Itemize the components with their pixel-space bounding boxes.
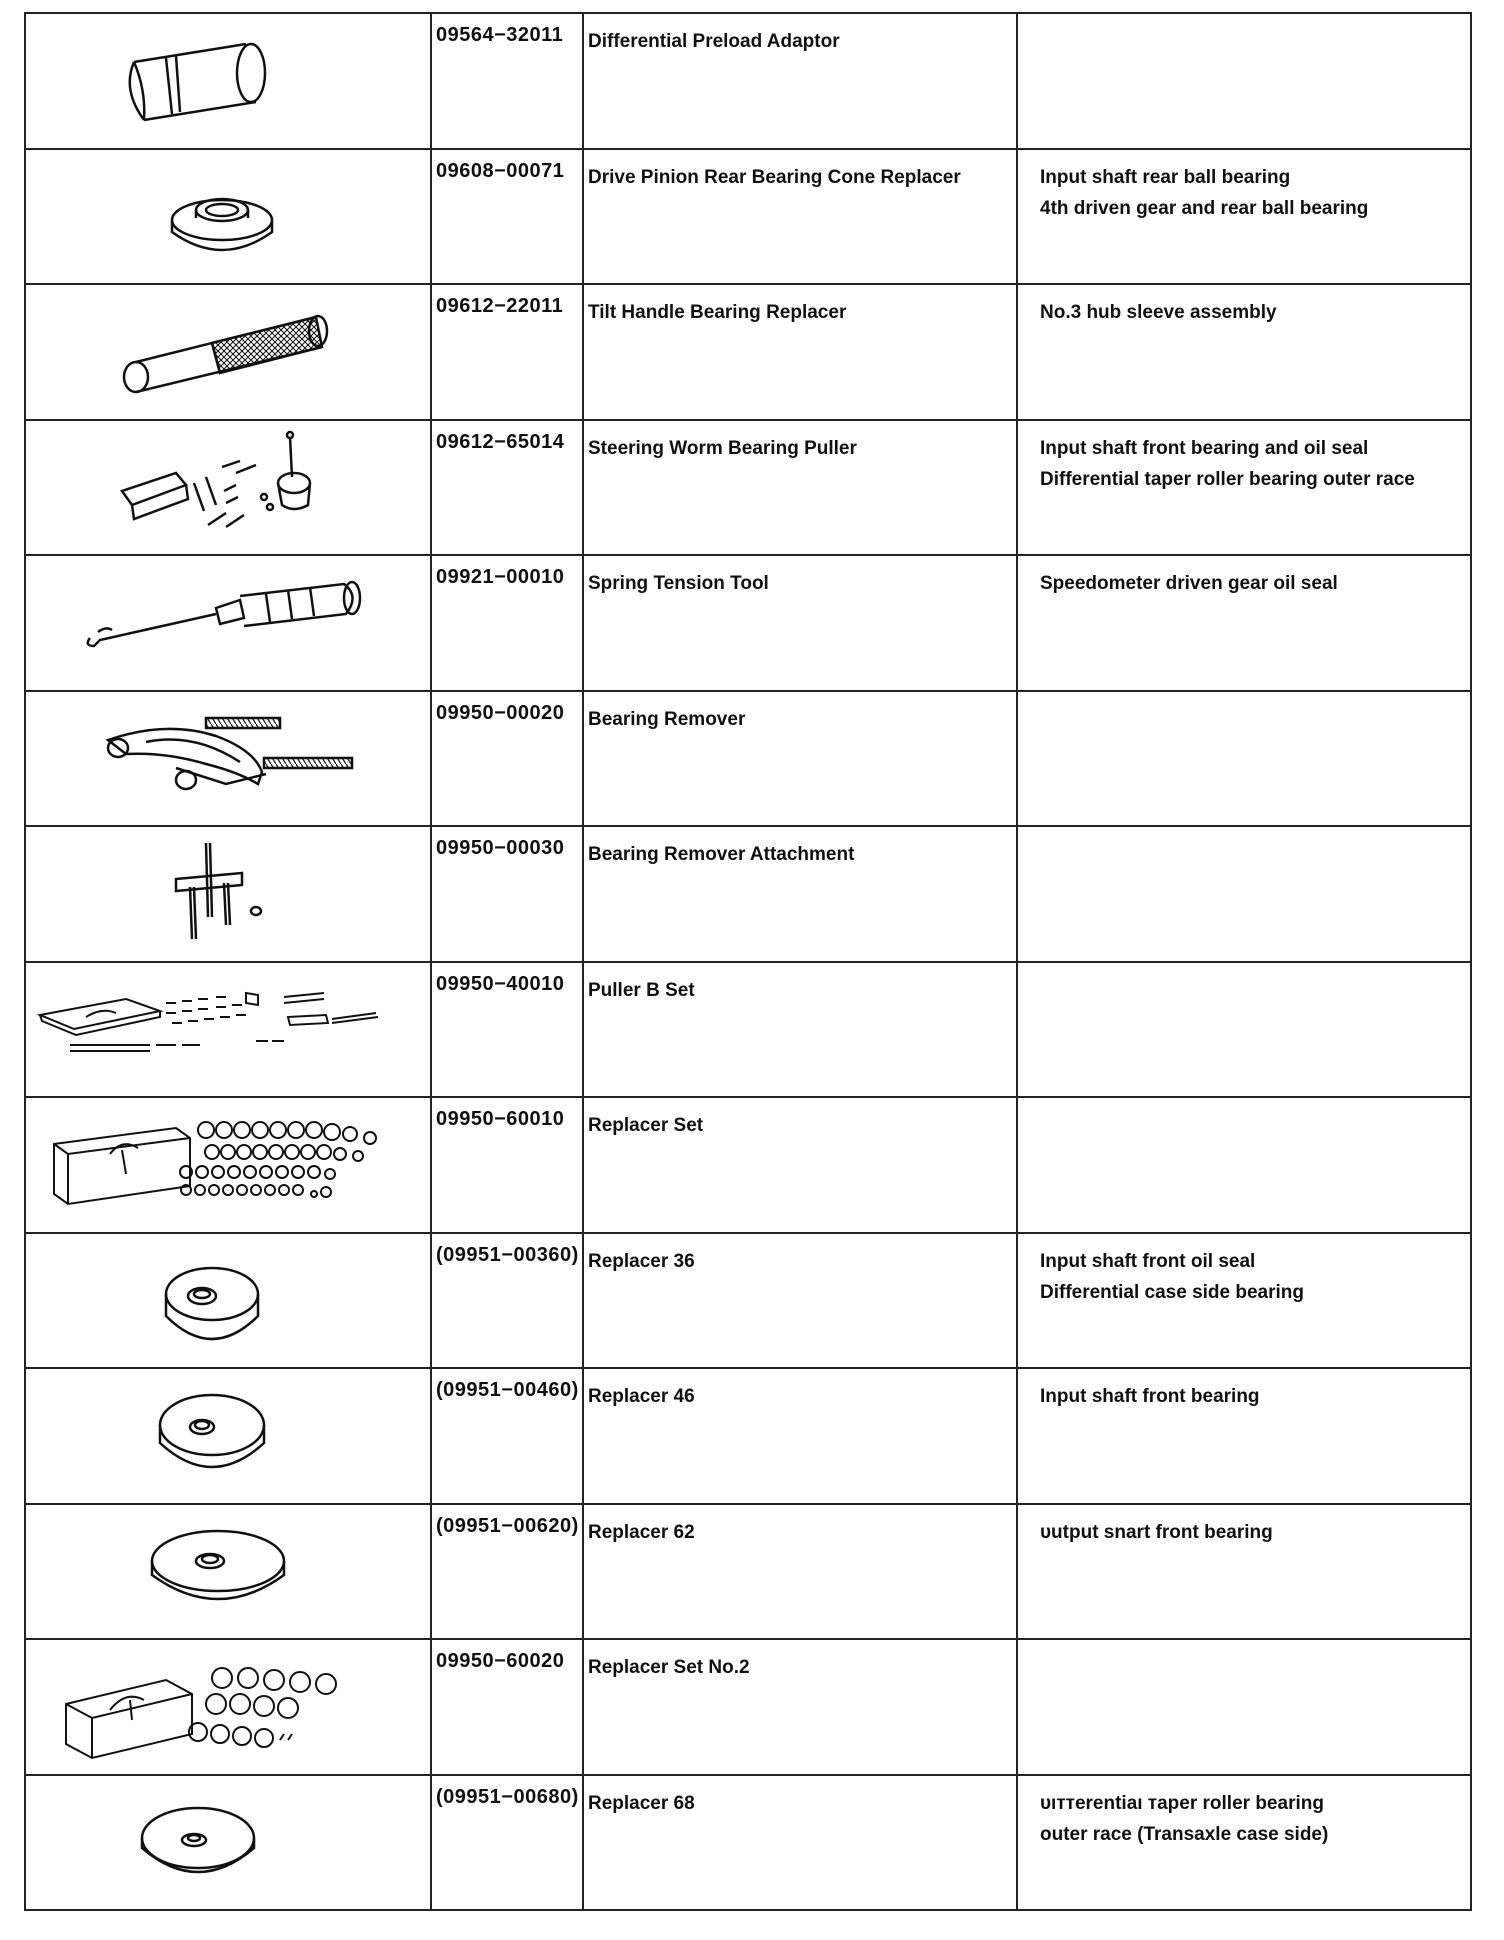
part-number: (09951−00680) xyxy=(431,1775,583,1911)
table-row xyxy=(25,691,1471,827)
tool-illustration-cell xyxy=(25,284,431,420)
part-number: 09950−60010 xyxy=(431,1097,583,1233)
tool-usage xyxy=(1017,962,1471,1098)
part-number: (09951−00460) xyxy=(431,1368,583,1504)
replacer-disc-icon xyxy=(26,1776,430,1910)
puller-kit-icon xyxy=(26,421,430,555)
tool-illustration-cell xyxy=(25,691,431,827)
tool-name: Spring Tension Tool xyxy=(583,555,1017,691)
tool-name: Differential Preload Adaptor xyxy=(583,13,1017,149)
table-row xyxy=(25,1233,1471,1369)
tool-name: Replacer 68 xyxy=(583,1775,1017,1911)
tool-usage: Speedometer driven gear oil seal xyxy=(1017,555,1471,691)
tool-illustration-cell xyxy=(25,1097,431,1233)
bearing-remover-icon xyxy=(26,692,430,826)
tool-usage: Input shaft front bearing xyxy=(1017,1368,1471,1504)
part-number: (09951−00360) xyxy=(431,1233,583,1369)
table-row xyxy=(25,1097,1471,1233)
table-row xyxy=(25,420,1471,556)
part-number: 09564−32011 xyxy=(431,13,583,149)
tool-usage: No.3 hub sleeve assembly xyxy=(1017,284,1471,420)
spring-tension-tool-icon xyxy=(26,556,430,690)
tool-name: Puller B Set xyxy=(583,962,1017,1098)
table-row xyxy=(25,1775,1471,1911)
tool-name: Replacer 36 xyxy=(583,1233,1017,1369)
replacer-disc-icon xyxy=(26,1505,430,1639)
cone-replacer-icon xyxy=(26,150,430,284)
replacer-disc-icon xyxy=(26,1234,430,1368)
tool-name: Drive Pinion Rear Bearing Cone Replacer xyxy=(583,149,1017,285)
tool-illustration-cell xyxy=(25,1233,431,1369)
pipe-adaptor-icon xyxy=(26,14,430,148)
table-row xyxy=(25,13,1471,149)
knurled-tube-icon xyxy=(26,285,430,419)
table-row xyxy=(25,149,1471,285)
part-number: 09950−40010 xyxy=(431,962,583,1098)
tool-name: Bearing Remover Attachment xyxy=(583,826,1017,962)
tool-illustration-cell xyxy=(25,1639,431,1775)
tool-name: Replacer 46 xyxy=(583,1368,1017,1504)
replacer-disc-icon xyxy=(26,1369,430,1503)
part-number: 09950−00020 xyxy=(431,691,583,827)
table-row xyxy=(25,284,1471,420)
table-row xyxy=(25,826,1471,962)
table-row xyxy=(25,962,1471,1098)
tool-usage xyxy=(1017,691,1471,827)
replacer-set-icon xyxy=(26,1640,430,1774)
tool-name: Replacer 62 xyxy=(583,1504,1017,1640)
tool-usage: υutput snart front bearing xyxy=(1017,1504,1471,1640)
tool-illustration-cell xyxy=(25,1504,431,1640)
part-number: 09608−00071 xyxy=(431,149,583,285)
remover-attachment-icon xyxy=(26,827,430,961)
tool-name: Bearing Remover xyxy=(583,691,1017,827)
tool-name: Steering Worm Bearing Puller xyxy=(583,420,1017,556)
special-service-tools-table xyxy=(24,12,1472,1911)
part-number: 09612−65014 xyxy=(431,420,583,556)
tool-name: Replacer Set No.2 xyxy=(583,1639,1017,1775)
part-number: (09951−00620) xyxy=(431,1504,583,1640)
tool-illustration-cell xyxy=(25,826,431,962)
tool-usage xyxy=(1017,1639,1471,1775)
tool-illustration-cell xyxy=(25,13,431,149)
part-number: 09921−00010 xyxy=(431,555,583,691)
tool-usage: υıттerentiaı тaper roller bearing outer race (Transaxle case side) xyxy=(1017,1775,1471,1911)
tool-usage xyxy=(1017,13,1471,149)
tool-illustration-cell xyxy=(25,420,431,556)
table-row xyxy=(25,1504,1471,1640)
tool-usage xyxy=(1017,826,1471,962)
tool-illustration-cell xyxy=(25,1368,431,1504)
tool-usage: Input shaft front bearing and oil seal Differential taper roller bearing outer race xyxy=(1017,420,1471,556)
tool-illustration-cell xyxy=(25,1775,431,1911)
tool-illustration-cell xyxy=(25,555,431,691)
replacer-set-icon xyxy=(26,1098,430,1232)
part-number: 09950−60020 xyxy=(431,1639,583,1775)
tool-usage: Input shaft rear ball bearing 4th driven gear and rear ball bearing xyxy=(1017,149,1471,285)
tool-usage xyxy=(1017,1097,1471,1233)
table-row xyxy=(25,1639,1471,1775)
tool-name: Replacer Set xyxy=(583,1097,1017,1233)
table-row xyxy=(25,1368,1471,1504)
table-row xyxy=(25,555,1471,691)
tool-name: Tilt Handle Bearing Replacer xyxy=(583,284,1017,420)
part-number: 09950−00030 xyxy=(431,826,583,962)
part-number: 09612−22011 xyxy=(431,284,583,420)
puller-set-icon xyxy=(26,963,430,1097)
tool-illustration-cell xyxy=(25,149,431,285)
tool-illustration-cell xyxy=(25,962,431,1098)
tool-usage: Input shaft front oil seal Differential case side bearing xyxy=(1017,1233,1471,1369)
